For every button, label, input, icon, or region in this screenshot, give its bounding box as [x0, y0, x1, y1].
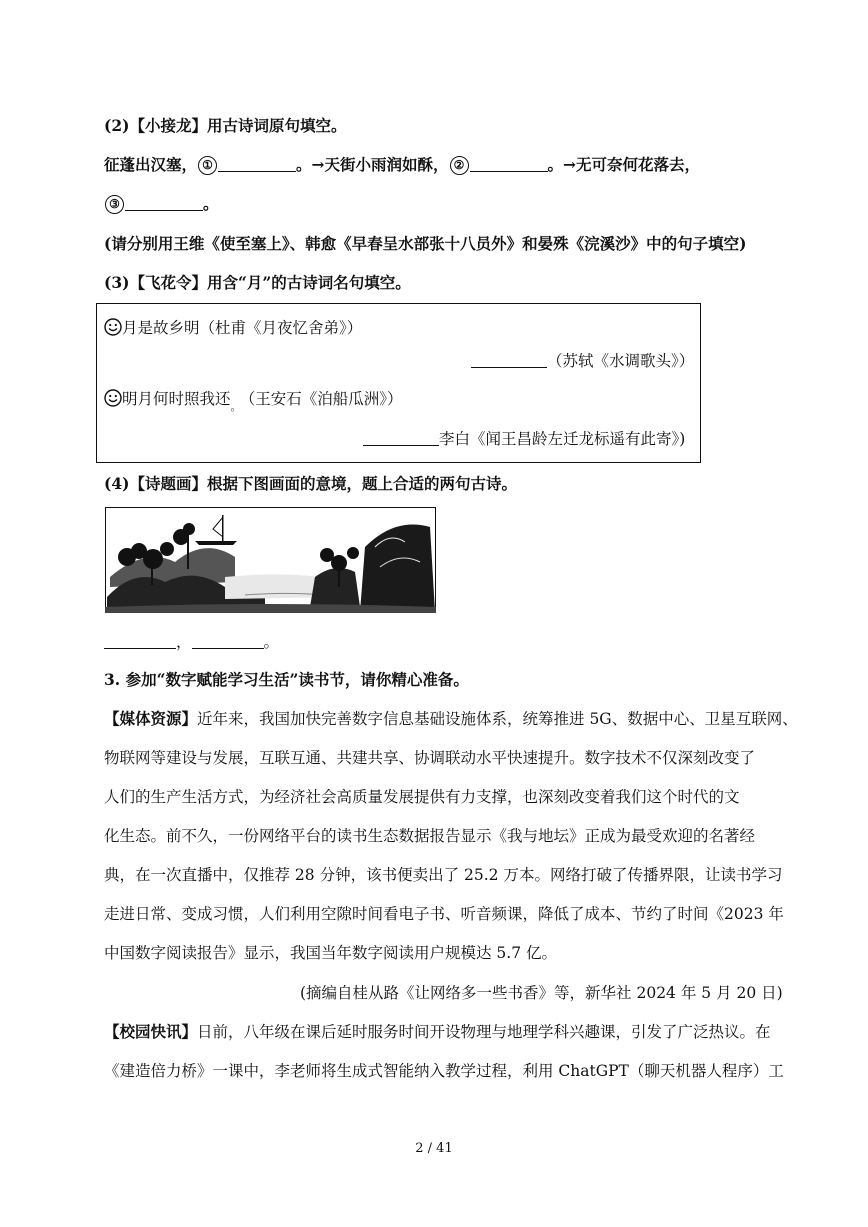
box-row-3-text: 明月何时照我还: [122, 390, 231, 408]
answer-blank-1[interactable]: [218, 156, 296, 172]
landscape-painting: [105, 507, 436, 613]
media-para-line-7: 中国数字阅读报告》显示，我国当年数字阅读用户规模达 5.7 亿。: [104, 944, 558, 962]
campus-para-line-2: 《建造倍力桥》一课中，李老师将生成式智能纳入教学过程，利用 ChatGPT（聊天机器人程序）工: [104, 1062, 784, 1080]
q2-line1-c: 。→无可奈何花落去，: [547, 155, 701, 174]
answer-blank-2[interactable]: [470, 156, 548, 172]
box-row-1-text: 月是故乡明（杜甫《月夜忆舍弟》）: [122, 319, 363, 337]
media-para-line-1: [104, 709, 798, 729]
q4-answer-end: 。: [263, 633, 280, 651]
media-para-line-3: 人们的生产生活方式，为经济社会高质量发展提供有力支撑，也深刻改变着我们这个时代的文: [104, 788, 740, 806]
media-label: 【媒体资源】: [104, 709, 198, 728]
box-row-2: [471, 351, 694, 371]
media-para-line-2: 物联网等建设与发展，互联互通、共建共享、协调联动水平快速提升。数字技术不仅深刻改变了: [104, 749, 756, 767]
flying-flower-box: [96, 303, 701, 463]
q2-line2: [104, 194, 219, 214]
q2-line2-end: 。: [203, 194, 219, 213]
page-number: 2 / 41: [415, 1141, 453, 1156]
q3-title: (3)【飞花令】用含“月”的古诗词名句填空。: [104, 273, 411, 292]
campus-label: 【校园快讯】: [104, 1022, 198, 1041]
blank-number-2: ②: [450, 156, 469, 175]
smiley-icon: [104, 318, 122, 336]
q4-answer-line: [104, 632, 279, 652]
box-row-1: [104, 318, 362, 338]
box-row-3: [104, 389, 403, 417]
q2-line1: [104, 155, 700, 175]
q4-answer-sep: ，: [176, 633, 192, 651]
box-row-3-dot: 。: [230, 400, 242, 413]
media-para-line-4: 化生态。前不久，一份网络平台的读书生态数据报告显示《我与地坛》正成为最受欢迎的名著经: [104, 827, 756, 845]
answer-blank-7[interactable]: [192, 633, 264, 649]
campus-text-1: 日前，八年级在课后延时服务时间开设物理与地理学科兴趣课，引发了广泛热议。在: [197, 1023, 771, 1041]
answer-blank-4[interactable]: [471, 352, 547, 368]
blank-number-1: ①: [198, 156, 217, 175]
media-para-line-5: 典，在一次直播中，仅推荐 28 分钟，该书便卖出了 25.2 万本。网络打破了传播界限，让读书学习: [104, 866, 783, 884]
box-row-4: [363, 429, 685, 449]
q2-line1-a: 征蓬出汉塞，: [104, 155, 198, 174]
media-text-1: 近年来，我国加快完善数字信息基础设施体系，统筹推进 5G、数据中心、卫星互联网、: [197, 710, 798, 728]
smiley-icon: [104, 389, 122, 407]
blank-number-3: ③: [105, 195, 124, 214]
box-row-2-text: （苏轼《水调歌头》）: [547, 352, 695, 370]
answer-blank-3[interactable]: [125, 195, 203, 211]
q2-title: (2)【小接龙】用古诗词原句填空。: [104, 116, 347, 135]
q2-note: (请分别用王维《使至塞上》、韩愈《早春呈水部张十八员外》和晏殊《浣溪沙》中的句子填空): [104, 234, 747, 253]
section-3-title: 3. 参加“数字赋能学习生活”读书节，请你精心准备。: [104, 670, 469, 689]
box-row-3-source: （王安石《泊船瓜洲》）: [247, 390, 403, 408]
q4-title: (4)【诗题画】根据下图画面的意境，题上合适的两句古诗。: [104, 474, 517, 493]
media-source: (摘编自桂从路《让网络多一些书香》等，新华社 2024 年 5 月 20 日): [300, 984, 783, 1002]
campus-para-line-1: [104, 1022, 771, 1042]
box-row-4-text: 李白《闻王昌龄左迁龙标遥有此寄》): [439, 430, 686, 448]
media-para-line-6: 走进日常、变成习惯，人们利用空隙时间看电子书、听音频课，降低了成本、节约了时间《2023 年: [104, 905, 784, 923]
answer-blank-6[interactable]: [104, 633, 176, 649]
answer-blank-5[interactable]: [363, 430, 439, 446]
q2-line1-b: 。→天街小雨润如酥，: [296, 155, 449, 174]
